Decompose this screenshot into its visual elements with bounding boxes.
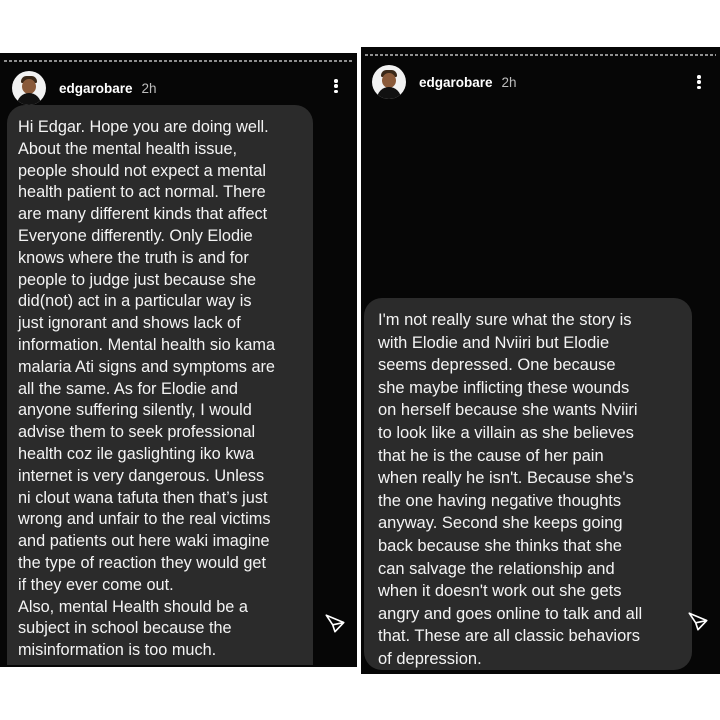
story-progress-bar (4, 60, 353, 62)
story-message: Hi Edgar. Hope you are doing well. About the mental health issue, people should not expect a mental health patient to act normal. There are many different kinds that affect Everyone differently. Only Elodie knows where the truth is and for people to judge just because she did(not) act in a particular way is just ignorant and shows lack of information. Mental health sio kama malaria Ati signs and symptoms are all the same. As for Elodie and anyone suffering silently, I would advise them to seek professional health coz ile gaslighting iko kwa internet is very dangerous. Unless ni clout wana tafuta then that’s just wrong and unfair to the real victims and patients out here waki imagine the type of reaction they would get if they ever come out. Also, mental Health should be a subject in school because the misinformation is too much. (7, 105, 313, 665)
post-time: 2h (141, 80, 157, 96)
story-header (12, 71, 157, 105)
username[interactable]: edgarobare (419, 74, 493, 90)
send-icon[interactable] (324, 612, 346, 634)
post-time: 2h (501, 74, 517, 90)
more-vertical-icon[interactable] (333, 76, 339, 96)
story-panel-right (361, 47, 720, 674)
story-message: I'm not really sure what the story is with Elodie and Nviiri but Elodie seems depressed. One because she maybe inflicting these wounds on herself because she wants Nviiri to look like a villain as she believes that he is the cause of her pain when really he isn't. Because she's the one having negative thoughts anyway. Second she keeps going back because she thinks that she can salvage the relationship and when it doesn't work out she gets angry and goes online to talk and all that. These are all classic behaviors of depression. (364, 298, 692, 670)
send-icon[interactable] (687, 610, 709, 632)
story-panel-left (0, 53, 357, 667)
avatar[interactable] (12, 71, 46, 105)
more-vertical-icon[interactable] (696, 72, 702, 92)
avatar[interactable] (372, 65, 406, 99)
story-progress-bar (365, 54, 716, 56)
story-header (372, 65, 517, 99)
username[interactable]: edgarobare (59, 80, 133, 96)
